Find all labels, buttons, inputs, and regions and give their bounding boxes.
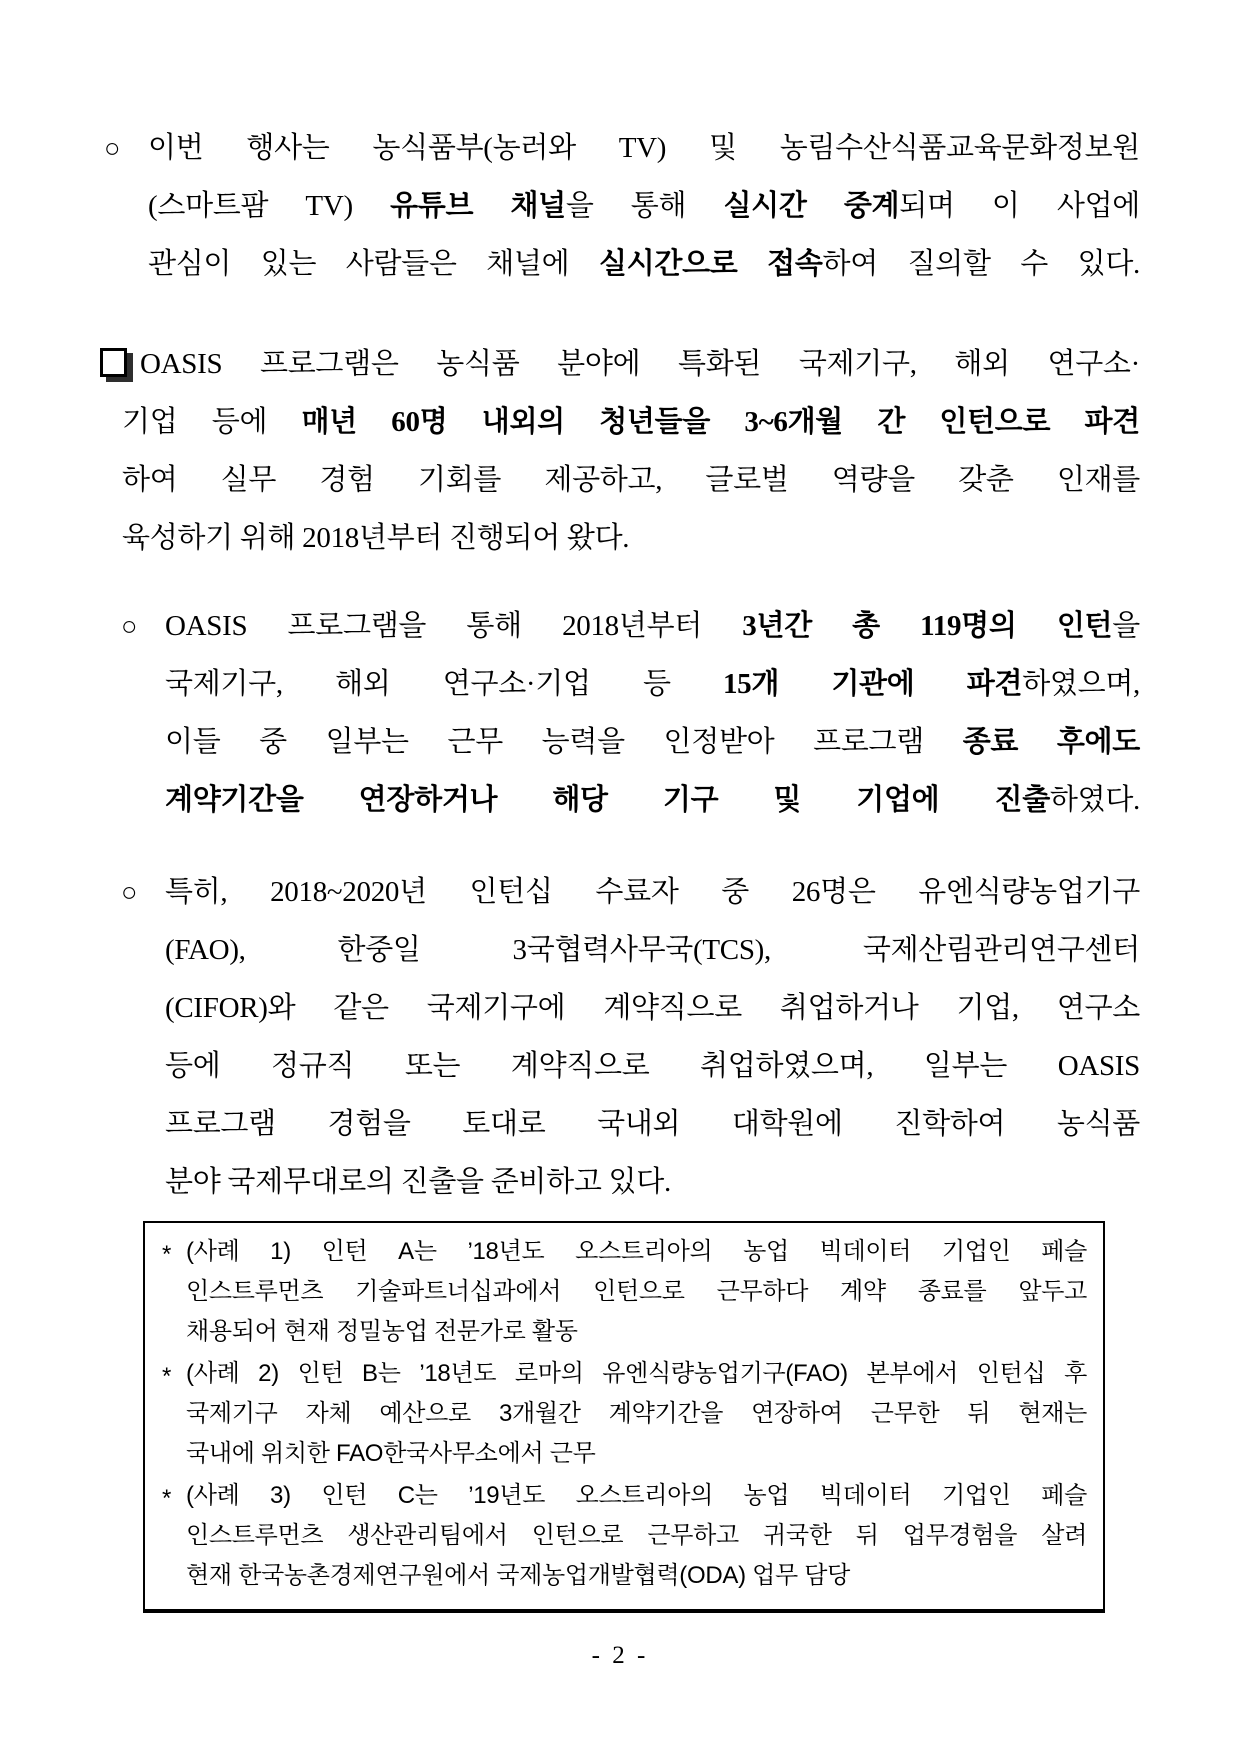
paragraph-intern-dispatch	[121, 597, 1140, 829]
note-case-3	[159, 1476, 1087, 1596]
body-text: 분야 국제무대로의 진출을 준비하고 있다.	[165, 1166, 671, 1198]
paragraph-oasis-overview	[122, 335, 1140, 567]
note-text-line: 인스트루먼츠 기술파트너십과에서 인턴으로 근무하다 계약 종료를 앞두고	[186, 1278, 1087, 1305]
text-line	[165, 921, 1140, 979]
body-text: (스마트팜 TV)	[148, 190, 391, 222]
bold-text: 15개 기관에 파견	[722, 668, 1023, 700]
asterisk-marker: *	[162, 1363, 172, 1390]
body-text: 을	[1112, 610, 1140, 642]
text-line	[165, 1037, 1140, 1095]
body-text: 기업 등에	[122, 406, 302, 438]
bold-text: 3년간 총 119명의 인턴	[742, 610, 1113, 642]
text-line	[165, 597, 1140, 655]
bullet-circle-icon: ○	[121, 611, 138, 641]
bold-text: 계약기간을 연장하거나 해당 기구 및 기업에 진출	[165, 784, 1050, 816]
asterisk-marker: *	[162, 1485, 172, 1512]
bullet-square-icon	[100, 348, 127, 377]
paragraph-employment-outcomes	[121, 863, 1140, 1211]
paragraph-youtube-broadcast	[104, 119, 1140, 293]
body-text: 관심이 있는 사람들은 채널에	[148, 248, 599, 280]
body-text: 이들 중 일부는 근무 능력을 인정받아 프로그램	[165, 726, 963, 758]
note-text-line: 인스트루먼츠 생산관리팀에서 인턴으로 근무하고 귀국한 뒤 업무경험을 살려	[186, 1522, 1087, 1549]
note-text-line: (사례 3) 인턴 C는 ’19년도 오스트리아의 농업 빅데이터 기업인 페슬	[186, 1482, 1087, 1509]
text-line	[165, 979, 1140, 1037]
note-text-line: 국제기구 자체 예산으로 3개월간 계약기간을 연장하여 근무한 뒤 현재는	[186, 1400, 1087, 1427]
notes-box	[143, 1221, 1105, 1613]
body-text: 을 통해	[565, 190, 724, 222]
body-text: 특히, 2018~2020년 인턴십 수료자 중 26명은 유엔식량농업기구	[165, 876, 1140, 908]
body-text: 국제기구, 해외 연구소·기업 등	[165, 668, 723, 700]
text-line	[122, 393, 1140, 451]
body-text: 되며 이 사업에	[899, 190, 1140, 222]
text-line	[122, 335, 1140, 393]
text-line	[165, 655, 1140, 713]
body-text: 하여 실무 경험 기회를 제공하고, 글로벌 역량을 갖춘 인재를	[122, 464, 1140, 496]
note-text-line: (사례 2) 인턴 B는 ’18년도 로마의 유엔식량농업기구(FAO) 본부에서 인턴십 후	[186, 1360, 1087, 1387]
note-text-line: 국내에 위치한 FAO한국사무소에서 근무	[186, 1440, 596, 1467]
asterisk-marker: *	[162, 1241, 172, 1268]
text-line	[165, 1153, 1140, 1211]
body-text: OASIS 프로그램을 통해 2018년부터	[165, 610, 743, 642]
text-line	[148, 119, 1140, 177]
bullet-circle-icon: ○	[121, 877, 138, 907]
body-text: 하였다.	[1049, 784, 1140, 816]
document-body	[0, 119, 1140, 1211]
text-line	[165, 771, 1140, 829]
body-text: 등에 정규직 또는 계약직으로 취업하였으며, 일부는 OASIS	[165, 1050, 1140, 1082]
body-text: 하였으며,	[1022, 668, 1140, 700]
text-line	[165, 1095, 1140, 1153]
text-line	[122, 509, 1140, 567]
bold-text: 매년 60명 내외의 청년들을 3~6개월 간 인턴으로 파견	[301, 406, 1140, 438]
note-case-1	[159, 1232, 1087, 1352]
note-text-line: (사례 1) 인턴 A는 ’18년도 오스트리아의 농업 빅데이터 기업인 페슬	[186, 1238, 1087, 1265]
bold-text: 유튜브 채널	[390, 190, 566, 222]
bold-text: 실시간 중계	[723, 190, 900, 222]
text-line	[165, 713, 1140, 771]
note-text-line: 현재 한국농촌경제연구원에서 국제농업개발협력(ODA) 업무 담당	[186, 1562, 851, 1589]
body-text: 육성하기 위해 2018년부터 진행되어 왔다.	[122, 522, 630, 554]
page-number: - 2 -	[591, 1642, 649, 1669]
bold-text: 실시간으로 접속	[598, 248, 823, 280]
text-line	[122, 451, 1140, 509]
text-line	[148, 235, 1140, 293]
body-text: (CIFOR)와 같은 국제기구에 계약직으로 취업하거나 기업, 연구소	[165, 992, 1140, 1024]
body-text: OASIS 프로그램은 농식품 분야에 특화된 국제기구, 해외 연구소·	[140, 348, 1140, 380]
note-case-2	[159, 1354, 1087, 1474]
text-line	[148, 177, 1140, 235]
text-line	[165, 863, 1140, 921]
body-text: (FAO), 한중일 3국협력사무국(TCS), 국제산림관리연구센터	[165, 934, 1140, 966]
note-text-line: 채용되어 현재 정밀농업 전문가로 활동	[186, 1318, 578, 1345]
bold-text: 종료 후에도	[962, 726, 1140, 758]
bullet-circle-icon: ○	[104, 133, 121, 163]
body-text: 이번 행사는 농식품부(농러와 TV) 및 농림수산식품교육문화정보원	[148, 132, 1140, 164]
body-text: 프로그램 경험을 토대로 국내외 대학원에 진학하여 농식품	[165, 1108, 1140, 1140]
body-text: 하여 질의할 수 있다.	[822, 248, 1140, 280]
